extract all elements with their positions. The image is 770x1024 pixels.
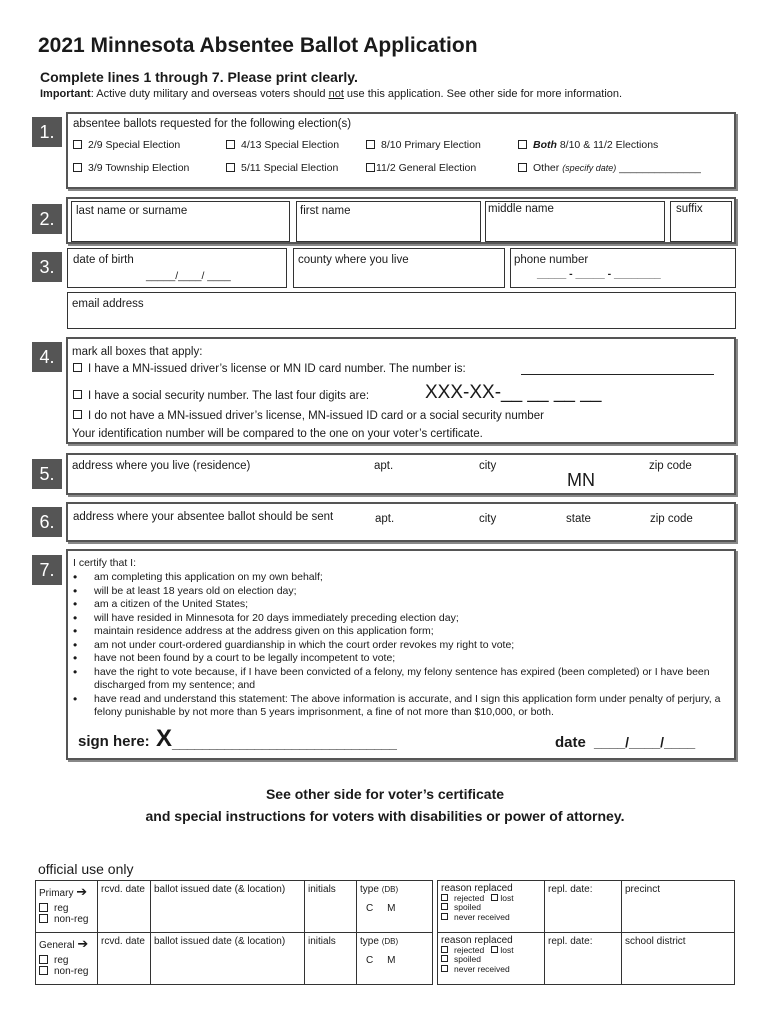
spoiled-label: spoiled <box>454 902 481 912</box>
section-4-identification <box>66 337 736 444</box>
id-option-license[interactable] <box>73 363 466 375</box>
license-number-line[interactable] <box>521 374 714 375</box>
zip-label: zip code <box>650 513 693 525</box>
table-row <box>438 933 735 985</box>
reason-replaced-cell <box>438 881 545 933</box>
id-heading: mark all boxes that apply: <box>72 346 203 358</box>
db-label: (DB) <box>381 885 399 894</box>
option-label: I have a social security number. The last four digits are: <box>88 390 370 402</box>
election-option-other[interactable] <box>518 162 701 174</box>
suffix-label: suffix <box>676 203 703 215</box>
table-row <box>36 881 433 933</box>
phone-fill-lines: _____ - _____ - ________ <box>537 268 661 280</box>
section-5-residence[interactable] <box>66 453 736 495</box>
election-option-apr13[interactable] <box>226 139 339 151</box>
type-cell <box>357 933 433 985</box>
other-date-line: ______________ <box>619 162 701 174</box>
official-table-left <box>35 880 433 985</box>
footer-line-1: See other side for voter’s certificate <box>265 786 505 802</box>
issued-date-cell: ballot issued date (& location) <box>151 881 305 933</box>
list-item: • have not been found by a court to be legally incompetent to vote; <box>70 652 730 666</box>
county-label: county where you live <box>298 254 409 266</box>
city-label: city <box>479 513 497 525</box>
rejected-label: rejected <box>454 944 485 955</box>
important-label: Important <box>40 88 91 100</box>
last-name-label: last name or surname <box>76 205 188 217</box>
apt-label: apt. <box>375 513 395 525</box>
m-label: M <box>387 955 396 966</box>
signature-line[interactable]: ______________________________ <box>172 735 397 751</box>
rcvd-date-cell: rcvd. date <box>98 933 151 985</box>
option-label: 5/11 Special Election <box>241 162 339 174</box>
checkbox[interactable] <box>491 946 498 953</box>
repl-date-cell: repl. date: <box>545 933 622 985</box>
reason-label: reason replaced <box>441 935 513 946</box>
list-item: • am not under court-ordered guardianship in which the court order revokes my right to vote; <box>70 639 730 653</box>
initials-cell: initials <box>305 881 357 933</box>
important-text-post: use this application. See other side for more information. <box>343 88 623 100</box>
checkbox[interactable] <box>39 914 48 923</box>
rejected-label: rejected <box>454 892 485 903</box>
id-note: Your identification number will be compared to the one on your voter’s certificate. <box>72 428 483 440</box>
phone-field[interactable] <box>510 248 736 288</box>
arrow-right-icon: ➔ <box>77 936 89 951</box>
certify-heading: I certify that I: <box>73 557 137 569</box>
checkbox[interactable] <box>441 903 448 910</box>
type-cell <box>357 881 433 933</box>
id-option-ssn[interactable] <box>73 390 369 402</box>
lost-label: lost <box>500 944 514 955</box>
mailing-address-label: address where your absentee ballot should be sent <box>73 511 334 523</box>
checkbox[interactable] <box>73 390 82 399</box>
checkbox[interactable] <box>39 903 48 912</box>
phone-label: phone number <box>514 254 589 266</box>
ssn-last-four[interactable]: XXX-XX-__ __ __ __ <box>425 382 602 403</box>
important-not: not <box>328 88 344 100</box>
primary-label: Primary <box>39 888 74 899</box>
official-use-heading: official use only <box>38 861 134 877</box>
first-name-label: first name <box>300 205 351 217</box>
option-label: 2/9 Special Election <box>88 139 181 151</box>
reason-replaced-cell <box>438 933 545 985</box>
checkbox[interactable] <box>366 140 375 149</box>
school-district-cell: school district <box>622 933 735 985</box>
elections-heading: absentee ballots requested for the following election(s) <box>73 118 352 130</box>
election-option-aug10[interactable] <box>366 139 481 151</box>
option-label: I have a MN-issued driver’s license or MN ID card number. The number is: <box>88 363 466 375</box>
apt-label: apt. <box>374 460 394 472</box>
list-item: • am completing this application on my own behalf; <box>70 571 730 585</box>
issued-date-cell: ballot issued date (& location) <box>151 933 305 985</box>
middle-name-label: middle name <box>488 203 554 215</box>
rcvd-date-cell: rcvd. date <box>98 881 151 933</box>
email-label: email address <box>72 298 144 310</box>
section-6-number: 6. <box>32 507 62 537</box>
checkbox[interactable] <box>73 140 82 149</box>
section-2-number: 2. <box>32 204 62 234</box>
county-field[interactable] <box>293 248 505 288</box>
spoiled-label: spoiled <box>454 954 481 964</box>
checkbox[interactable] <box>441 955 448 962</box>
table-row <box>36 933 433 985</box>
list-item: • will be at least 18 years old on election day; <box>70 585 730 599</box>
list-item: • maintain residence address at the address given on this application form; <box>70 625 730 639</box>
middle-name-field[interactable] <box>485 201 665 242</box>
checkbox[interactable] <box>366 163 375 172</box>
election-option-both[interactable] <box>518 139 658 151</box>
list-item: • will have resided in Minnesota for 20 days immediately preceding election day; <box>70 612 730 626</box>
last-name-field[interactable] <box>71 201 290 242</box>
election-option-feb9[interactable] <box>73 139 180 151</box>
option-label: I do not have a MN-issued driver’s license, MN-issued ID card or a social security number <box>88 410 544 422</box>
date-label: date <box>555 734 586 751</box>
checkbox[interactable] <box>39 966 48 975</box>
reason-label: reason replaced <box>441 883 513 894</box>
election-option-may11[interactable] <box>226 162 338 174</box>
nonreg-label: non-reg <box>54 914 89 925</box>
lost-label: lost <box>500 892 514 903</box>
list-item: • am a citizen of the United States; <box>70 598 730 612</box>
section-1-elections <box>66 112 736 189</box>
checkbox[interactable] <box>226 140 235 149</box>
general-label: General <box>39 940 75 951</box>
checkbox[interactable] <box>441 894 448 901</box>
section-2-name <box>66 197 736 244</box>
reg-label: reg <box>54 903 69 914</box>
c-label: C <box>366 955 374 966</box>
never-received-label: never received <box>454 963 510 974</box>
certify-list <box>70 571 730 720</box>
city-label: city <box>479 460 497 472</box>
state-value: MN <box>567 470 595 490</box>
sign-x-mark: X <box>156 725 173 752</box>
checkbox[interactable] <box>73 363 82 372</box>
list-item: • have read and understand this statement: The above information is accurate, and I sign this application form under penalty of perjury, a felony punishable by not more than 5 years imprisonment, a fine of not more than $10,000, or both. <box>70 693 730 720</box>
dob-label: date of birth <box>73 254 134 266</box>
section-7-certification <box>66 549 736 760</box>
m-label: M <box>387 903 396 914</box>
form-subtitle: Complete lines 1 through 7. Please print clearly. <box>40 69 358 85</box>
reg-label: reg <box>54 955 69 966</box>
form-title: 2021 Minnesota Absentee Ballot Application <box>38 34 478 57</box>
election-option-mar9[interactable] <box>73 162 189 174</box>
option-both-bold: Both <box>533 139 557 151</box>
residence-label: address where you live (residence) <box>72 460 251 472</box>
precinct-cell: precinct <box>622 881 735 933</box>
checkbox[interactable] <box>491 894 498 901</box>
primary-cell <box>36 881 98 933</box>
election-option-nov2[interactable] <box>366 162 476 174</box>
option-label: 3/9 Township Election <box>88 162 190 174</box>
important-text-pre: : Active duty military and overseas voters should <box>90 88 329 100</box>
arrow-right-icon: ➔ <box>76 884 88 899</box>
suffix-field[interactable] <box>670 201 732 242</box>
nonreg-label: non-reg <box>54 966 89 977</box>
checkbox[interactable] <box>39 955 48 964</box>
checkbox[interactable] <box>441 946 448 953</box>
type-label: type <box>360 936 379 947</box>
other-note: (specify date) <box>562 163 617 173</box>
section-7-number: 7. <box>32 555 62 585</box>
first-name-field[interactable] <box>296 201 481 242</box>
option-label: 8/10 & 11/2 Elections <box>556 139 659 151</box>
official-table-right <box>437 880 735 985</box>
option-label: Other <box>533 162 560 174</box>
checkbox[interactable] <box>518 140 527 149</box>
section-3-number: 3. <box>32 252 62 282</box>
section-5-number: 5. <box>32 459 62 489</box>
checkbox[interactable] <box>226 163 235 172</box>
list-item: • have the right to vote because, if I have been convicted of a felony, my felony sentence has expired (been completed) or I have been discharged from my sentence; and <box>70 666 730 693</box>
db-label: (DB) <box>381 937 399 946</box>
option-label: 8/10 Primary Election <box>381 139 481 151</box>
section-1-number: 1. <box>32 117 62 147</box>
id-option-none[interactable] <box>73 410 544 422</box>
checkbox[interactable] <box>73 410 82 419</box>
section-4-number: 4. <box>32 342 62 372</box>
type-label: type <box>360 884 379 895</box>
repl-date-cell: repl. date: <box>545 881 622 933</box>
checkbox[interactable] <box>441 965 448 972</box>
checkbox[interactable] <box>441 913 448 920</box>
dob-fill-lines: _____/____/ ____ <box>146 270 231 282</box>
option-label: 11/2 General Election <box>376 162 477 174</box>
section-6-mailing-address[interactable] <box>66 502 736 542</box>
footer-line-2: and special instructions for voters with disabilities or power of attorney. <box>145 808 625 824</box>
date-fill-line[interactable]: ____/____/____ <box>594 734 696 750</box>
checkbox[interactable] <box>518 163 527 172</box>
c-label: C <box>366 903 374 914</box>
table-row <box>438 881 735 933</box>
state-label: state <box>566 513 591 525</box>
date-of-birth-field[interactable] <box>67 248 287 288</box>
checkbox[interactable] <box>73 163 82 172</box>
initials-cell: initials <box>305 933 357 985</box>
never-received-label: never received <box>454 911 510 922</box>
zip-label: zip code <box>649 460 692 472</box>
important-note <box>40 88 622 100</box>
option-label: 4/13 Special Election <box>241 139 340 151</box>
sign-label: sign here: <box>78 733 150 750</box>
email-field[interactable] <box>67 292 736 329</box>
general-cell <box>36 933 98 985</box>
